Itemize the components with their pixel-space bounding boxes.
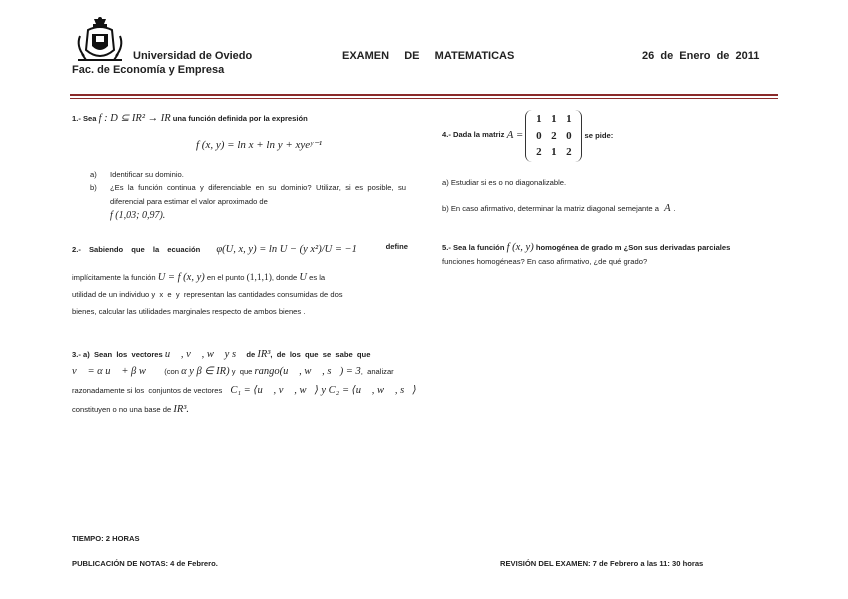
q2-equation: φ(U, x, y) = ln U − (y x²)/U = −1 <box>216 244 357 255</box>
header-divider-thin <box>70 98 778 99</box>
q3-line2: v⃗ = α u⃗ + β w⃗ (con α y β ∈ IR) y que rango(u⃗ , w⃗ , s⃗) = 3, analizar <box>72 366 394 377</box>
q1-part-b: b) ¿Es la función continua y diferenciable en su dominio? Utilizar, si es posible, su diferencial para estimar el valor aproximado de f (1,03; 0,97). <box>90 183 406 221</box>
exam-date: 26 de Enero de 2011 <box>642 50 760 62</box>
q2-line3: utilidad de un individuo y x e y representan las cantidades consumidas de dos <box>72 290 343 299</box>
q3-line4: constituyen o no una base de IR³. <box>72 404 190 415</box>
q2-line1: 2.- Sabiendo que la ecuación φ(U, x, y) = ln U − (y x²)/U = −1 define <box>72 242 408 255</box>
q2-line2: implícitamente la función U = f (x, y) en el punto (1,1,1), donde U es la <box>72 272 326 283</box>
q3-line3: razonadamente si los conjuntos de vectores C₁ = ⟨u⃗ , v⃗ , w⃗⟩ y C₂ = ⟨u⃗ , w⃗ , s⃗⟩ <box>72 385 417 396</box>
faculty-name: Fac. de Economía y Empresa <box>72 64 225 76</box>
q2-line4: bienes, calcular las utilidades marginales respecto de ambos bienes . <box>72 307 306 316</box>
q3-line1: 3.- a) Sean los vectores u⃗ , v⃗ , w⃗ y s⃗ de IR³, de los que se sabe que <box>72 349 371 360</box>
exam-time: TIEMPO: 2 HORAS <box>72 534 140 543</box>
q5-line1: 5.- Sea la función f (x, y) homogénea de grado m ¿Son sus derivadas parciales <box>442 242 731 253</box>
q4-part-a: a) Estudiar si es o no diagonalizable. <box>442 178 567 187</box>
notes-publication: PUBLICACIÓN DE NOTAS: 4 de Febrero. <box>72 559 218 568</box>
q5-line2: funciones homogéneas? En caso afirmativo, ¿de qué grado? <box>442 257 648 266</box>
q1-formula: f (x, y) = ln x + ln y + xyeʸ⁻¹ <box>196 139 323 151</box>
q4-part-b: b) En caso afirmativo, determinar la matriz diagonal semejante a A . <box>442 203 676 214</box>
header-divider <box>70 94 778 96</box>
q1-part-a: a) Identificar su dominio. <box>90 170 184 179</box>
q1-map: f : D ⊆ IR² → IR <box>98 113 171 124</box>
q1-intro-line: 1.- Sea f : D ⊆ IR² → IR una función definida por la expresión <box>72 113 308 124</box>
university-name: Universidad de Oviedo <box>133 50 253 62</box>
q4-matrix: 1 1 1 0 2 0 2 1 2 <box>525 110 582 162</box>
exam-title: EXAMEN DE MATEMATICAS <box>342 50 515 62</box>
exam-review: REVISIÓN DEL EXAMEN: 7 de Febrero a las 11: 30 horas <box>500 559 704 568</box>
q4-statement: 4.- Dada la matriz A = 1 1 1 0 2 0 2 1 2 se pide: <box>442 110 613 162</box>
university-crest <box>74 16 126 64</box>
